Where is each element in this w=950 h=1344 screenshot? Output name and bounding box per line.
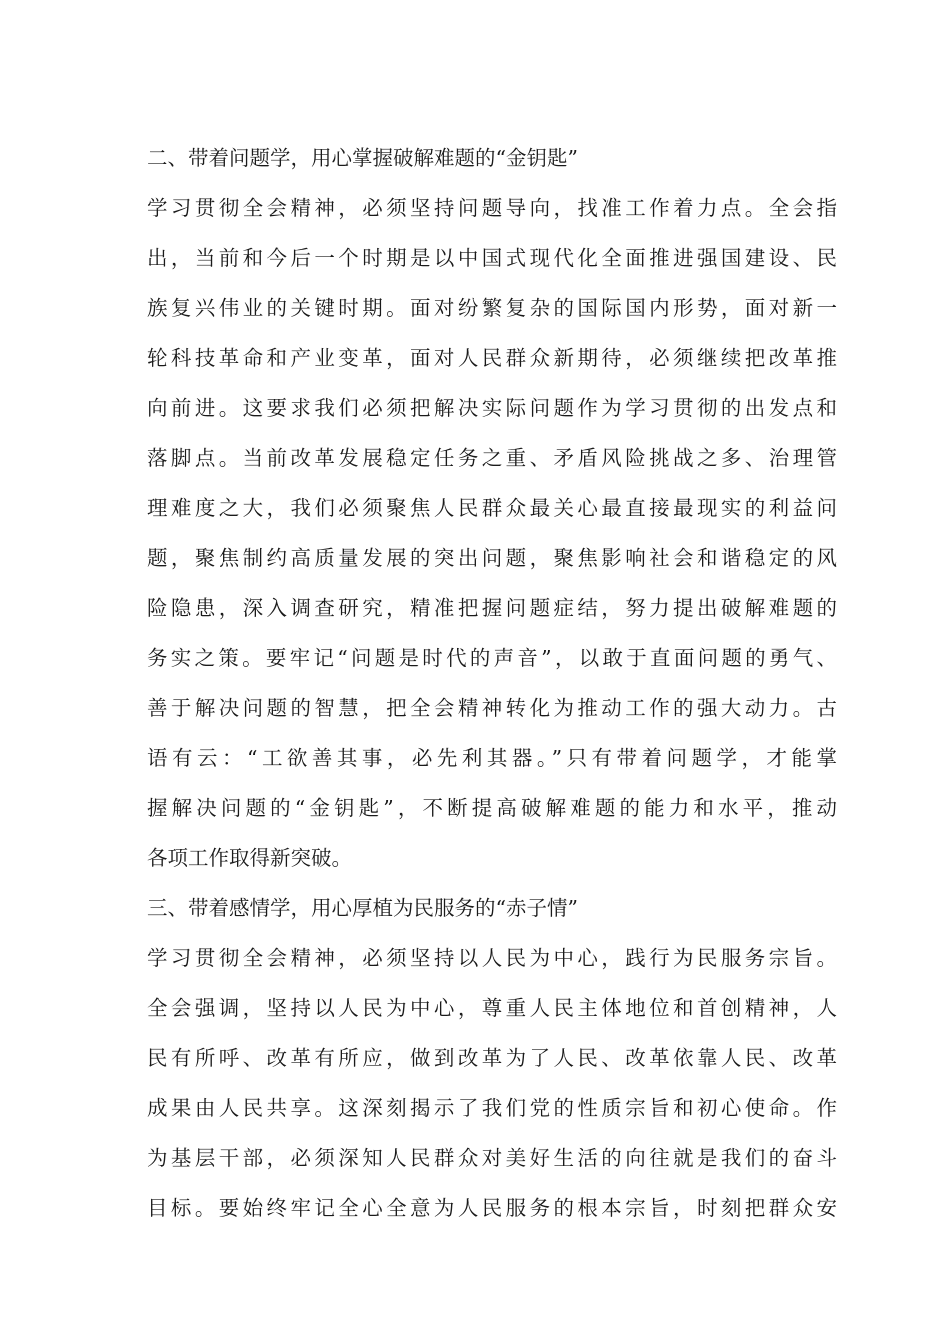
paragraph-line: 学习贯彻全会精神，必须坚持以人民为中心，践行为民服务宗旨。 [147,946,837,970]
paragraph-line: 成果由人民共享。这深刻揭示了我们党的性质宗旨和初心使命。作 [147,1096,837,1120]
document-body [147,133,837,1233]
paragraph-line: 险隐患，深入调查研究，精准把握问题症结，努力提出破解难题的 [147,596,837,620]
section-two-heading: 二、带着问题学，用心掌握破解难题的“金钥匙” [147,146,578,170]
paragraph-line: 落脚点。当前改革发展稳定任务之重、矛盾风险挑战之多、治理管 [147,446,837,470]
paragraph-line: 题，聚焦制约高质量发展的突出问题，聚焦影响社会和谐稳定的风 [147,546,837,570]
paragraph-line: 族复兴伟业的关键时期。面对纷繁复杂的国际国内形势，面对新一 [147,296,837,320]
paragraph-line: 为基层干部，必须深知人民群众对美好生活的向往就是我们的奋斗 [147,1146,837,1170]
paragraph-line: 民有所呼、改革有所应，做到改革为了人民、改革依靠人民、改革 [147,1046,837,1070]
paragraph-line: 握解决问题的“金钥匙”，不断提高破解难题的能力和水平，推动 [147,796,837,820]
paragraph-line: 理难度之大，我们必须聚焦人民群众最关心最直接最现实的利益问 [147,496,837,520]
section-three-heading: 三、带着感情学，用心厚植为民服务的“赤子情” [147,896,578,920]
paragraph-line: 各项工作取得新突破。 [147,846,352,870]
paragraph-line: 善于解决问题的智慧，把全会精神转化为推动工作的强大动力。古 [147,696,837,720]
paragraph-line: 目标。要始终牢记全心全意为人民服务的根本宗旨，时刻把群众安 [147,1196,837,1220]
paragraph-line: 出，当前和今后一个时期是以中国式现代化全面推进强国建设、民 [147,246,837,270]
paragraph-line: 向前进。这要求我们必须把解决实际问题作为学习贯彻的出发点和 [147,396,837,420]
paragraph-line: 学习贯彻全会精神，必须坚持问题导向，找准工作着力点。全会指 [147,196,837,220]
paragraph-line: 务实之策。要牢记“问题是时代的声音”，以敢于直面问题的勇气、 [147,646,837,670]
paragraph-line: 全会强调，坚持以人民为中心，尊重人民主体地位和首创精神，人 [147,996,837,1020]
paragraph-line: 轮科技革命和产业变革，面对人民群众新期待，必须继续把改革推 [147,346,837,370]
paragraph-line: 语有云：“工欲善其事，必先利其器。”只有带着问题学，才能掌 [147,746,837,770]
